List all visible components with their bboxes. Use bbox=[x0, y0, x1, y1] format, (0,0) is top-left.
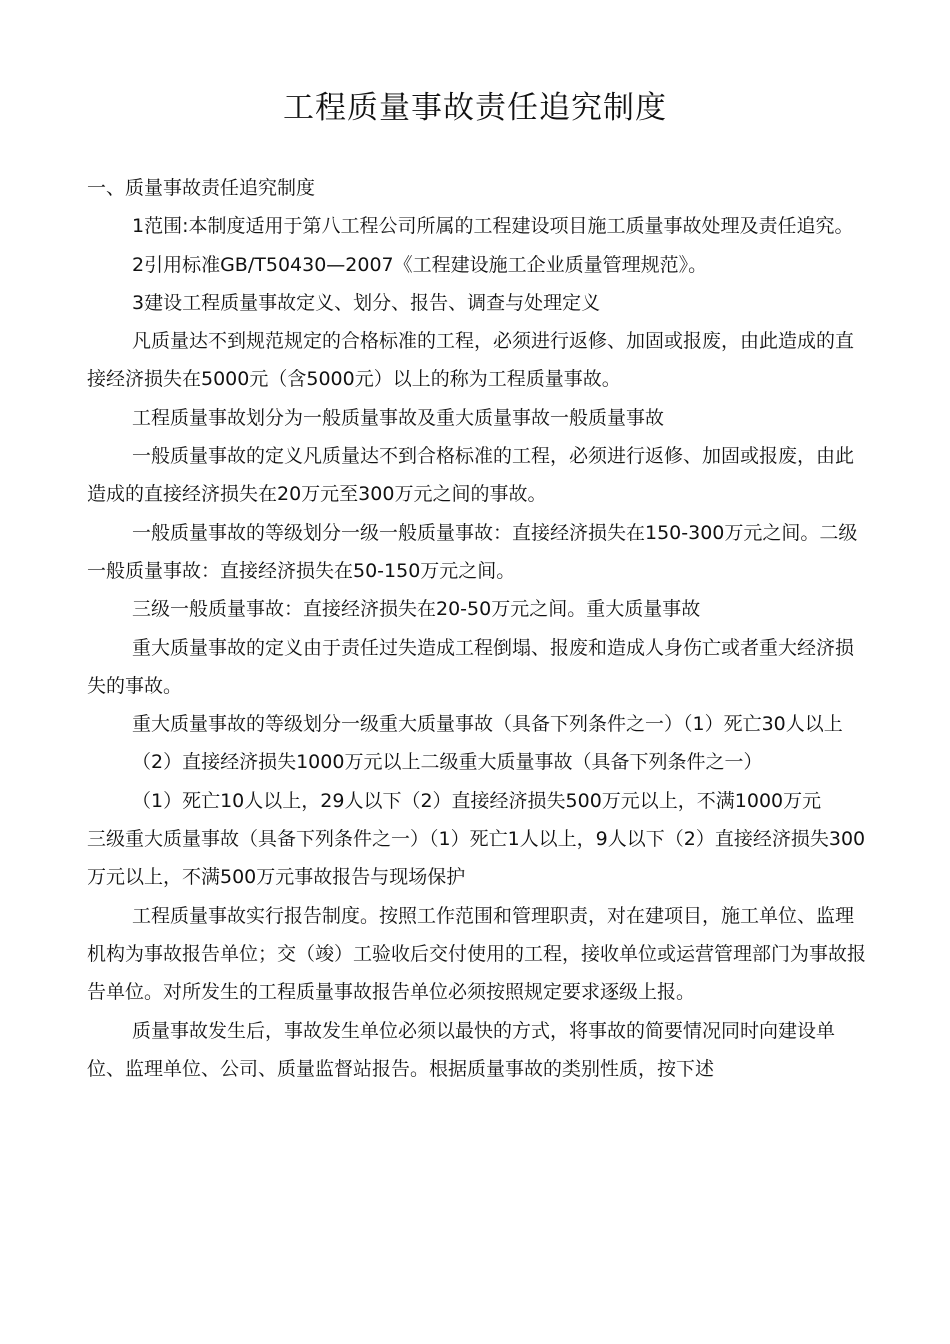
paragraph-general-definition: 一般质量事故的定义凡质量达不到合格标准的工程，必须进行返修、加固或报废，由此造成的直接经济损失在20万元至300万元之间的事故。 bbox=[87, 445, 855, 506]
document-body bbox=[87, 169, 871, 1088]
paragraph-major-grade-one: 重大质量事故的等级划分一级重大质量事故（具备下列条件之一）（1）死亡30人以上 bbox=[132, 713, 843, 736]
paragraph-standard: 2引用标准GB/T50430—2007《工程建设施工企业质量管理规范》。 bbox=[132, 253, 708, 276]
paragraph-grade-three: 三级一般质量事故：直接经济损失在20-50万元之间。重大质量事故 bbox=[132, 598, 701, 621]
document-title: 工程质量事故责任追究制度 bbox=[283, 90, 667, 126]
section-heading: 一、质量事故责任追究制度 bbox=[87, 177, 316, 199]
paragraph-major-grade-three: 三级重大质量事故（具备下列条件之一）（1）死亡1人以上，9人以下（2）直接经济损失300万元以上，不满500万元事故报告与现场保护 bbox=[87, 828, 866, 889]
paragraph-classification: 工程质量事故划分为一般质量事故及重大质量事故一般质量事故 bbox=[132, 406, 665, 429]
paragraph-scope: 1范围:本制度适用于第八工程公司所属的工程建设项目施工质量事故处理及责任追究。 bbox=[132, 215, 854, 238]
paragraph-major-definition: 重大质量事故的定义由于责任过失造成工程倒塌、报废和造成人身伤亡或者重大经济损失的事故。 bbox=[87, 636, 855, 697]
paragraph-reporting-system: 工程质量事故实行报告制度。按照工作范围和管理职责，对在建项目，施工单位、监理机构为事故报告单位；交（竣）工验收后交付使用的工程，接收单位或运营管理部门为事故报告单位。对所发生的工程质量事故报告单位必须按照规定要求逐级上报。 bbox=[87, 904, 867, 1004]
paragraph-accident-definition: 凡质量达不到规范规定的合格标准的工程，必须进行返修、加固或报废，由此造成的直接经济损失在5000元（含5000元）以上的称为工程质量事故。 bbox=[87, 330, 855, 391]
paragraph-reporting-procedure: 质量事故发生后，事故发生单位必须以最快的方式，将事故的简要情况同时向建设单位、监理单位、公司、质量监督站报告。根据质量事故的类别性质，按下述 bbox=[87, 1019, 836, 1080]
paragraph-major-grade-two: （2）直接经济损失1000万元以上二级重大质量事故（具备下列条件之一） bbox=[132, 751, 763, 774]
paragraph-major-grade-two-conditions: （1）死亡10人以上，29人以下（2）直接经济损失500万元以上，不满1000万元 bbox=[132, 789, 822, 812]
paragraph-general-grades: 一般质量事故的等级划分一级一般质量事故：直接经济损失在150-300万元之间。二级一般质量事故：直接经济损失在50-150万元之间。 bbox=[87, 521, 858, 582]
paragraph-definition-heading: 3建设工程质量事故定义、划分、报告、调查与处理定义 bbox=[132, 291, 601, 314]
